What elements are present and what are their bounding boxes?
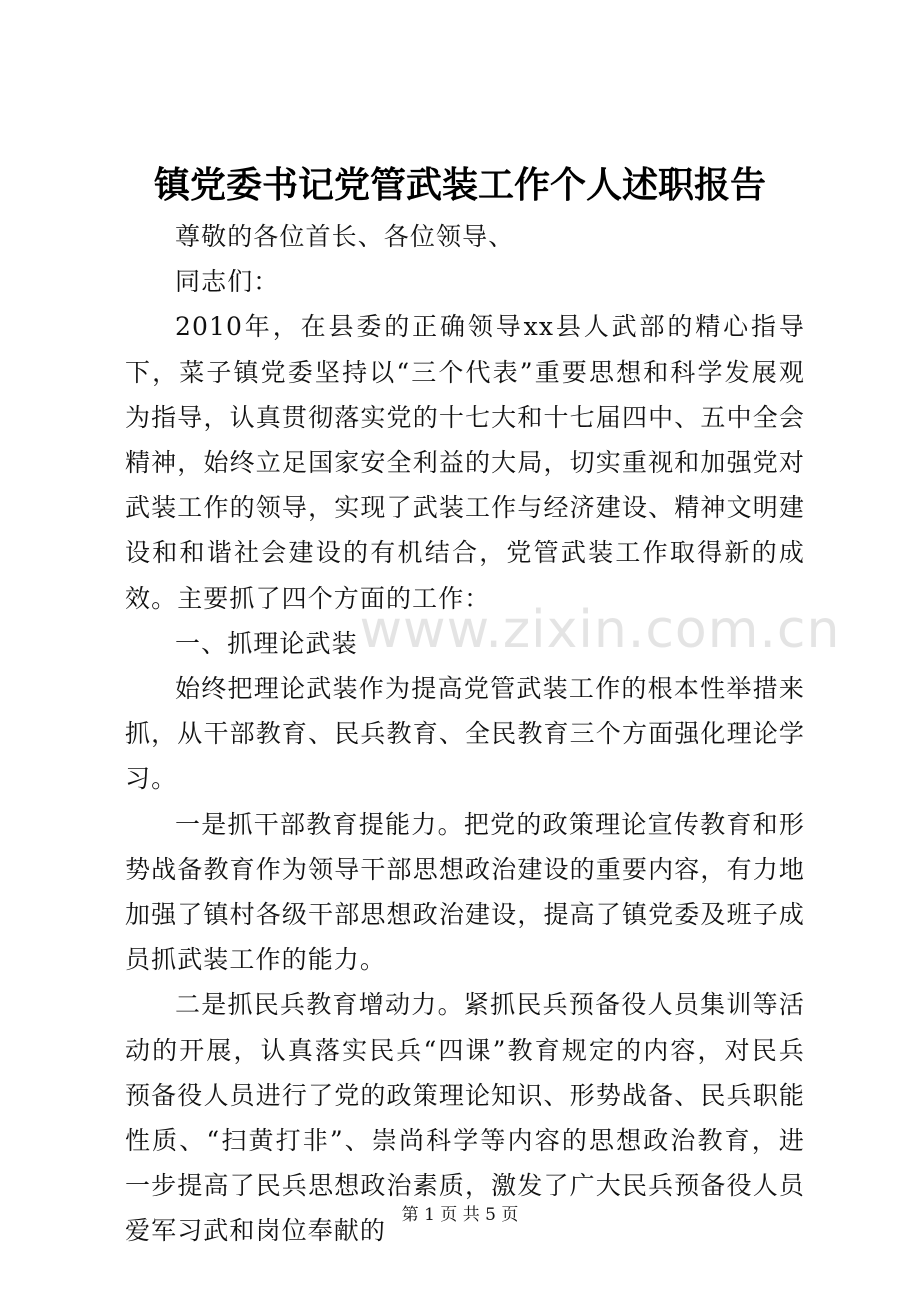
page-footer: 第 1 页 共 5 页 — [401, 1205, 519, 1225]
intro-paragraph: 2010年，在县委的正确领导xx县人武部的精心指导下，菜子镇党委坚持以“三个代表”重要思想和科学发展观为指导，认真贯彻落实党的十七大和十七届四中、五中全会精神，始终立足国家安全利益的大局，切实重视和加强党对武装工作的领导，实现了武装工作与经济建设、精神文明建设和和谐社会建设的有机结合，党管武装工作取得新的成效。主要抓了四个方面的工作： — [125, 312, 805, 613]
salutation-line-1: 尊敬的各位首长、各位领导、 — [175, 222, 515, 251]
watermark: www.zixin.com.cn — [359, 600, 841, 660]
militia-education-paragraph: 二是抓民兵教育增动力。紧抓民兵预备役人员集训等活动的开展，认真落实民兵“四课”教育规定的内容，对民兵预备役人员进行了党的政策理论知识、形势战备、民兵职能性质、“扫黄打非”、崇尚科学等内容的思想政治教育，进一步提高了民兵思想政治素质，激发了广大民兵预备役人员爱军习武和岗位奉献的 — [125, 990, 805, 1246]
section-heading: 一、抓理论武装 — [175, 628, 358, 658]
section-summary-paragraph: 始终把理论武装作为提高党管武装工作的根本性举措来抓，从干部教育、民兵教育、全民教育三个方面强化理论学习。 — [125, 674, 805, 794]
cadre-education-paragraph: 一是抓干部教育提能力。把党的政策理论宣传教育和形势战备教育作为领导干部思想政治建设的重要内容，有力地加强了镇村各级干部思想政治建设，提高了镇党委及班子成员抓武装工作的能力。 — [125, 809, 805, 975]
salutation-line-2: 同志们： — [175, 267, 280, 297]
document-title: 镇党委书记党管武装工作个人述职报告 — [153, 165, 766, 206]
document-body — [125, 214, 805, 1254]
